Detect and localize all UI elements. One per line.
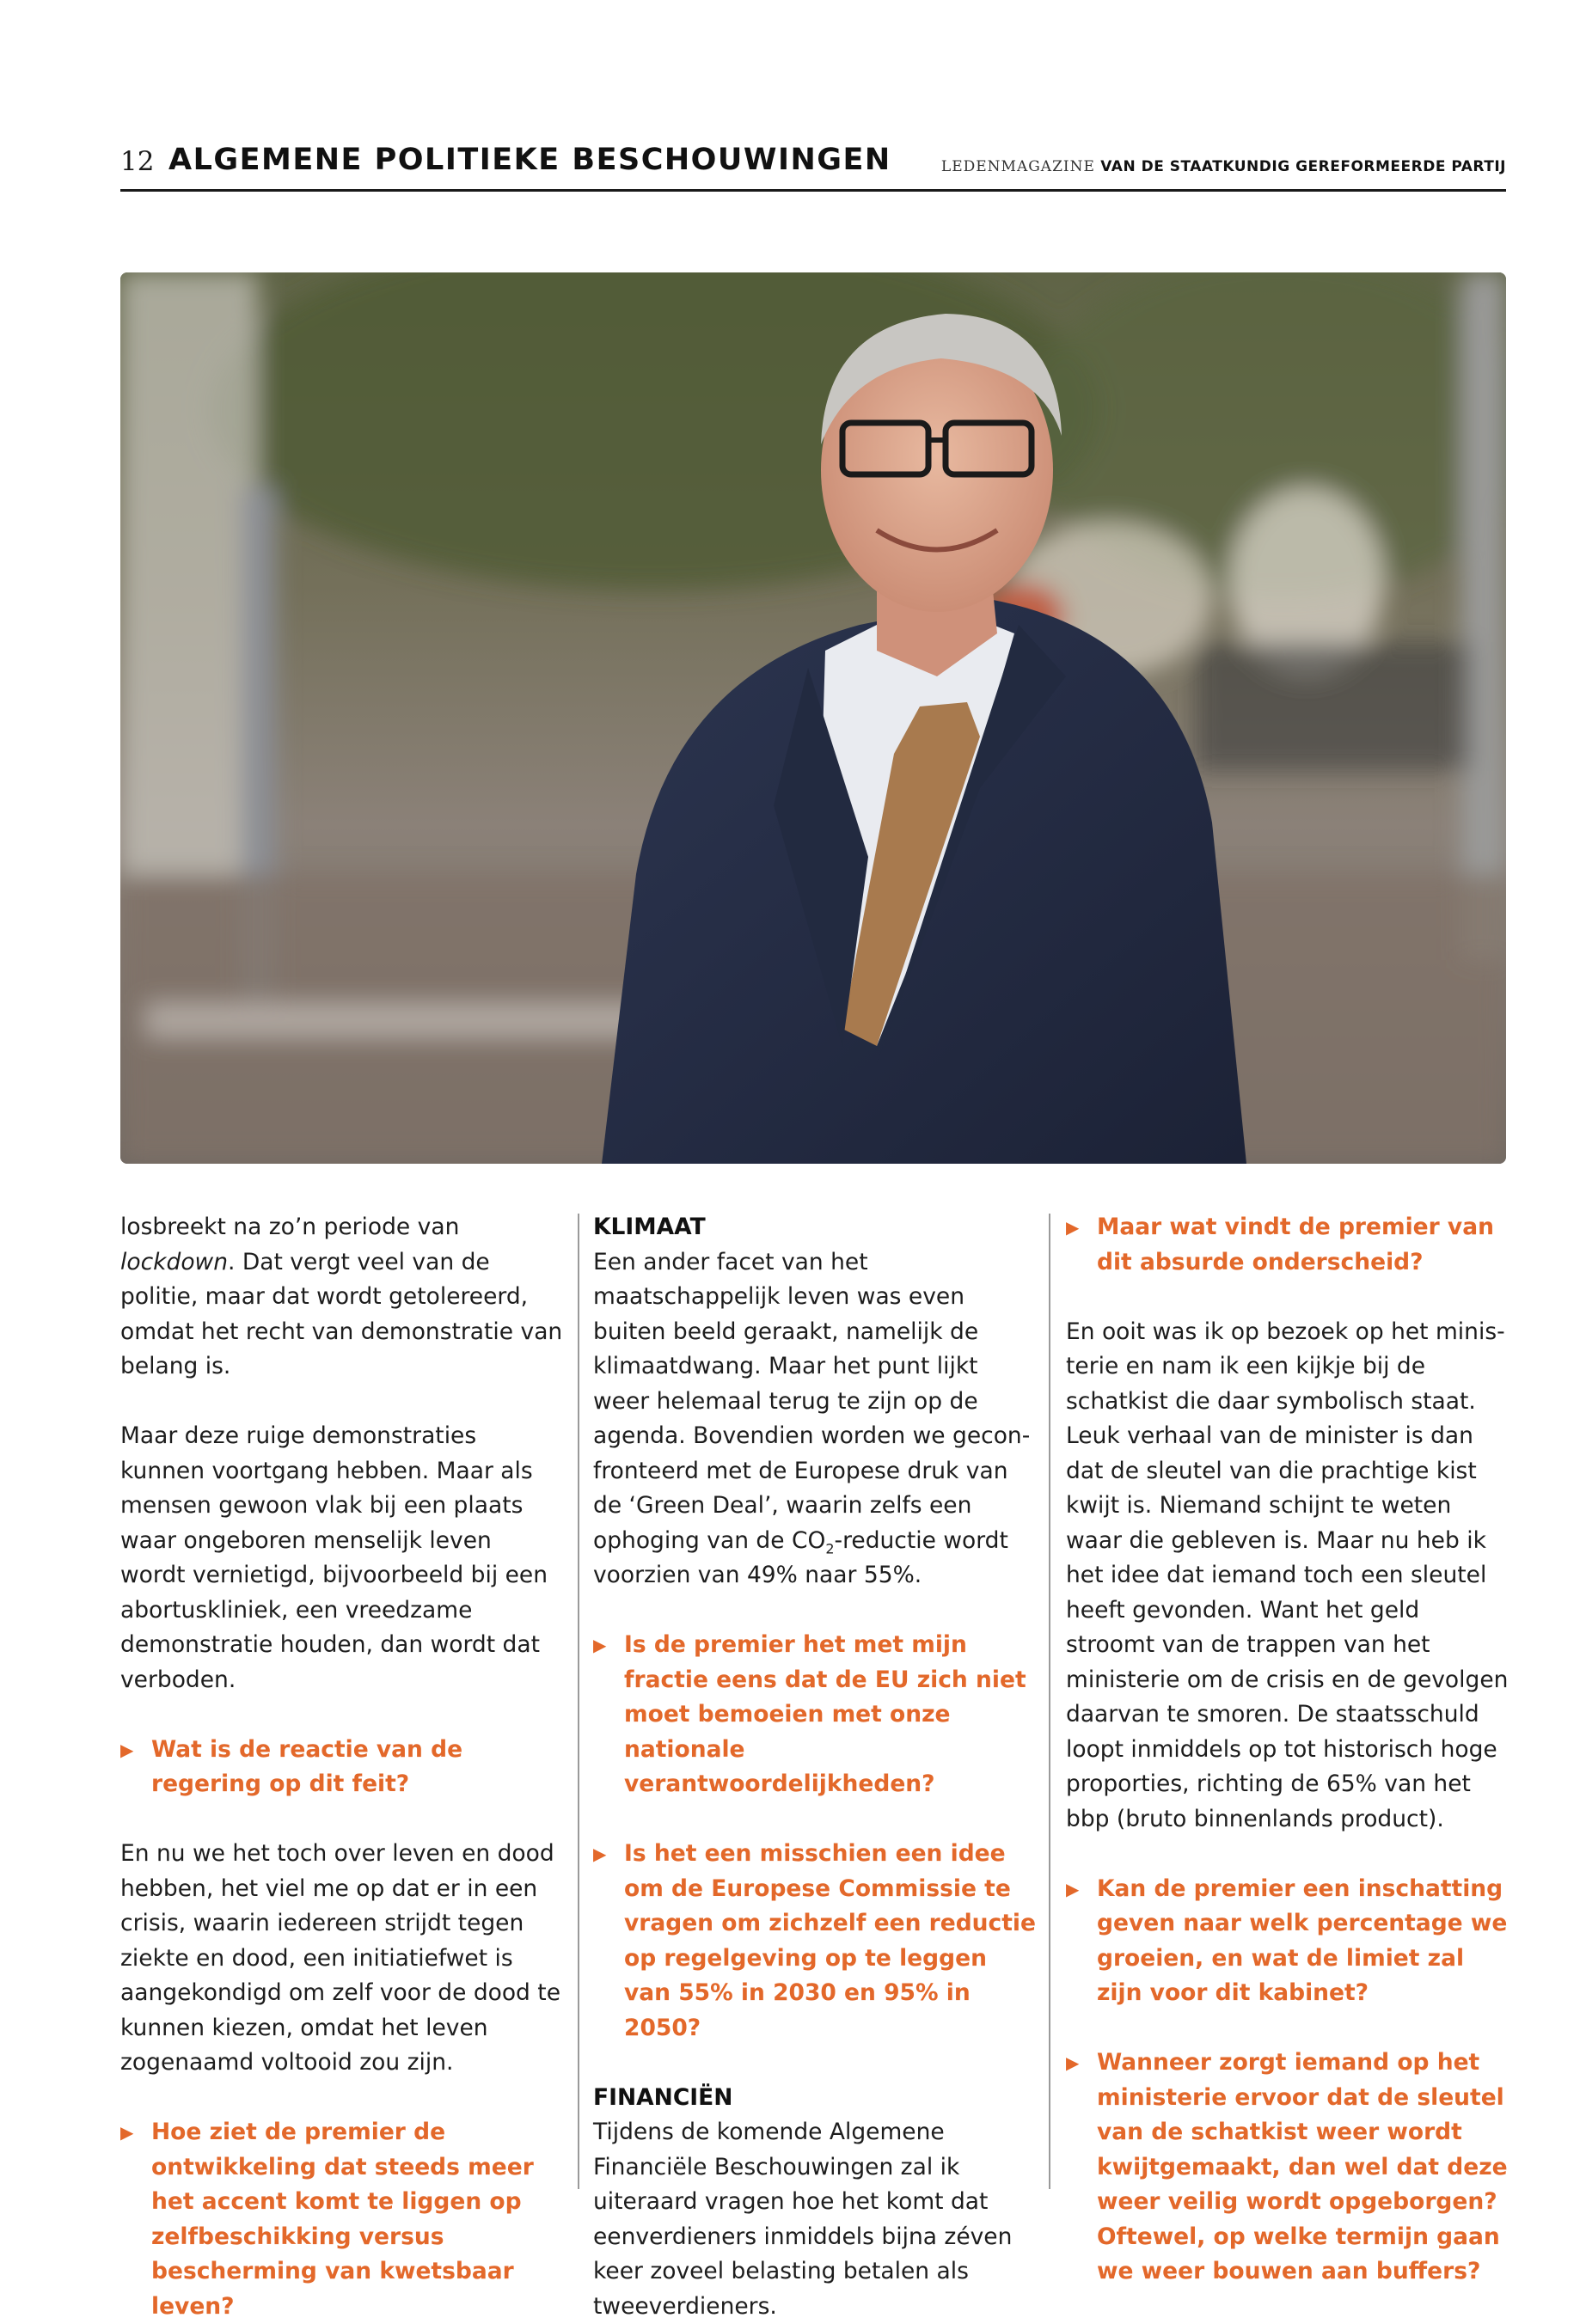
play-triangle-icon: ▶ xyxy=(593,1635,607,1655)
paragraph: En ooit was ik op bezoek op het ministerie en nam ik een kijkje bij de schatkist die daar symbolisch staat. Leuk verhaal van de minister is dan dat de sleutel van die prachtige kist kwijt is. Niemand schijnt te weten waar die gebleven is. Maar nu heb ik het idee dat iemand toch een sleutel heeft gevonden. Want het geld stroomt van de trappen van het ministerie om de crisis en de gevolgen daarvan te smoren. De staatsschuld loopt inmiddels op tot historisch hoge proporties, richting de 65% van het bbp (bruto binnenlands product). xyxy=(1066,1318,1509,1832)
emphasis: lockdown xyxy=(120,1248,228,1275)
text-column-3 xyxy=(1066,1210,1513,2290)
section-title: ALGEMENE POLITIEKE BESCHOUWINGEN xyxy=(168,143,891,177)
portrait-illustration xyxy=(120,272,1506,1164)
play-triangle-icon: ▶ xyxy=(1066,2052,1080,2073)
text-column-1 xyxy=(120,1210,563,2324)
play-triangle-icon: ▶ xyxy=(1066,1878,1080,1899)
play-triangle-icon: ▶ xyxy=(1066,1217,1080,1238)
question: ▶ Maar wat vindt de premier van dit absurde onderscheid? xyxy=(1066,1210,1513,1280)
paragraph: Maar deze ruige demonstraties kunnen voortgang hebben. Maar als mensen gewoon vlak bij een plaats waar ongeboren menselijk leven wordt vernietigd, bijvoorbeeld bij een abortuskliniek, een vreedzame demonstratie houden, dan wordt dat verboden. xyxy=(120,1422,548,1693)
magazine-prefix: LEDENMAGAZINE xyxy=(940,158,1095,175)
play-triangle-icon: ▶ xyxy=(593,1844,607,1864)
play-triangle-icon: ▶ xyxy=(120,1739,134,1760)
page-number: 12 xyxy=(120,146,155,177)
question: ▶ Hoe ziet de premier de ontwikkeling dat steeds meer het accent komt te liggen op zelfbeschikking versus bescherming van kwetsbaar leven? xyxy=(120,2115,563,2324)
question: ▶ Wat is de reactie van de regering op dit feit? xyxy=(120,1733,563,1802)
paragraph: En nu we het toch over leven en dood hebben, het viel me op dat er in een crisis, waarin iedereen strijdt tegen ziekte en dood, een initiatiefwet is aangekondigd om zelf voor de dood te kunnen kiezen, omdat het leven zogenaamd voltooid zou zijn. xyxy=(120,1840,561,2076)
magazine-title: VAN DE STAATKUNDIG GEREFORMEERDE PARTIJ xyxy=(1100,158,1506,175)
text-column-2 xyxy=(593,1210,1040,2324)
question: ▶ Kan de premier een inschatting geven naar welk percentage we groeien, en wat de limiet zal zijn voor dit kabinet? xyxy=(1066,1872,1513,2011)
column-divider xyxy=(578,1214,579,2189)
play-triangle-icon: ▶ xyxy=(120,2122,134,2143)
question: ▶ Is het een misschien een idee om de Europese Commissie te vragen om zichzelf een reductie op regelgeving op te leggen van 55% in 2030 en 95% in 2050? xyxy=(593,1837,1040,2046)
paragraph: Tijdens de komende Algemene Financiële Beschouwingen zal ik uiteraard vragen hoe het komt dat eenverdieners inmiddels bijna zéven keer zoveel belasting betalen als tweeverdieners. xyxy=(593,2119,1013,2320)
subheading-financien: FINANCIËN xyxy=(593,2083,733,2111)
subheading-klimaat: KLIMAAT xyxy=(593,1214,706,1240)
magazine-name xyxy=(941,158,1506,175)
portrait-photo xyxy=(120,272,1506,1164)
question: ▶ Wanneer zorgt iemand op het ministerie ervoor dat de sleutel van de schatkist weer wordt kwijtgemaakt, dan wel dat deze weer veilig wordt opgeborgen? Oftewel, op welke termijn gaan we weer bouwen aan buffers? xyxy=(1066,2046,1513,2290)
column-divider xyxy=(1049,1214,1050,2189)
page-header xyxy=(120,143,1506,192)
question: ▶ Is de premier het met mijn fractie eens dat de EU zich niet moet bemoeien met onze nationale verantwoordelijkheden? xyxy=(593,1628,1040,1802)
paragraph: losbreekt na zo’n periode van lockdown. Dat vergt veel van de politie, maar dat wordt getolereerd, omdat het recht van demonstratie van belang is. xyxy=(120,1214,563,1379)
paragraph: Een ander facet van het maatschappelijk leven was even buiten beeld geraakt, namelijk de klimaatdwang. Maar het punt lijkt weer helemaal terug te zijn op de agenda. Bovendien worden we geconfronteerd met de Europese druk van de ‘Green Deal’, waarin zelfs een ophoging van de $CO_2$-reductie wordt voorzien van 49% naar 55%. xyxy=(593,1248,1031,1588)
